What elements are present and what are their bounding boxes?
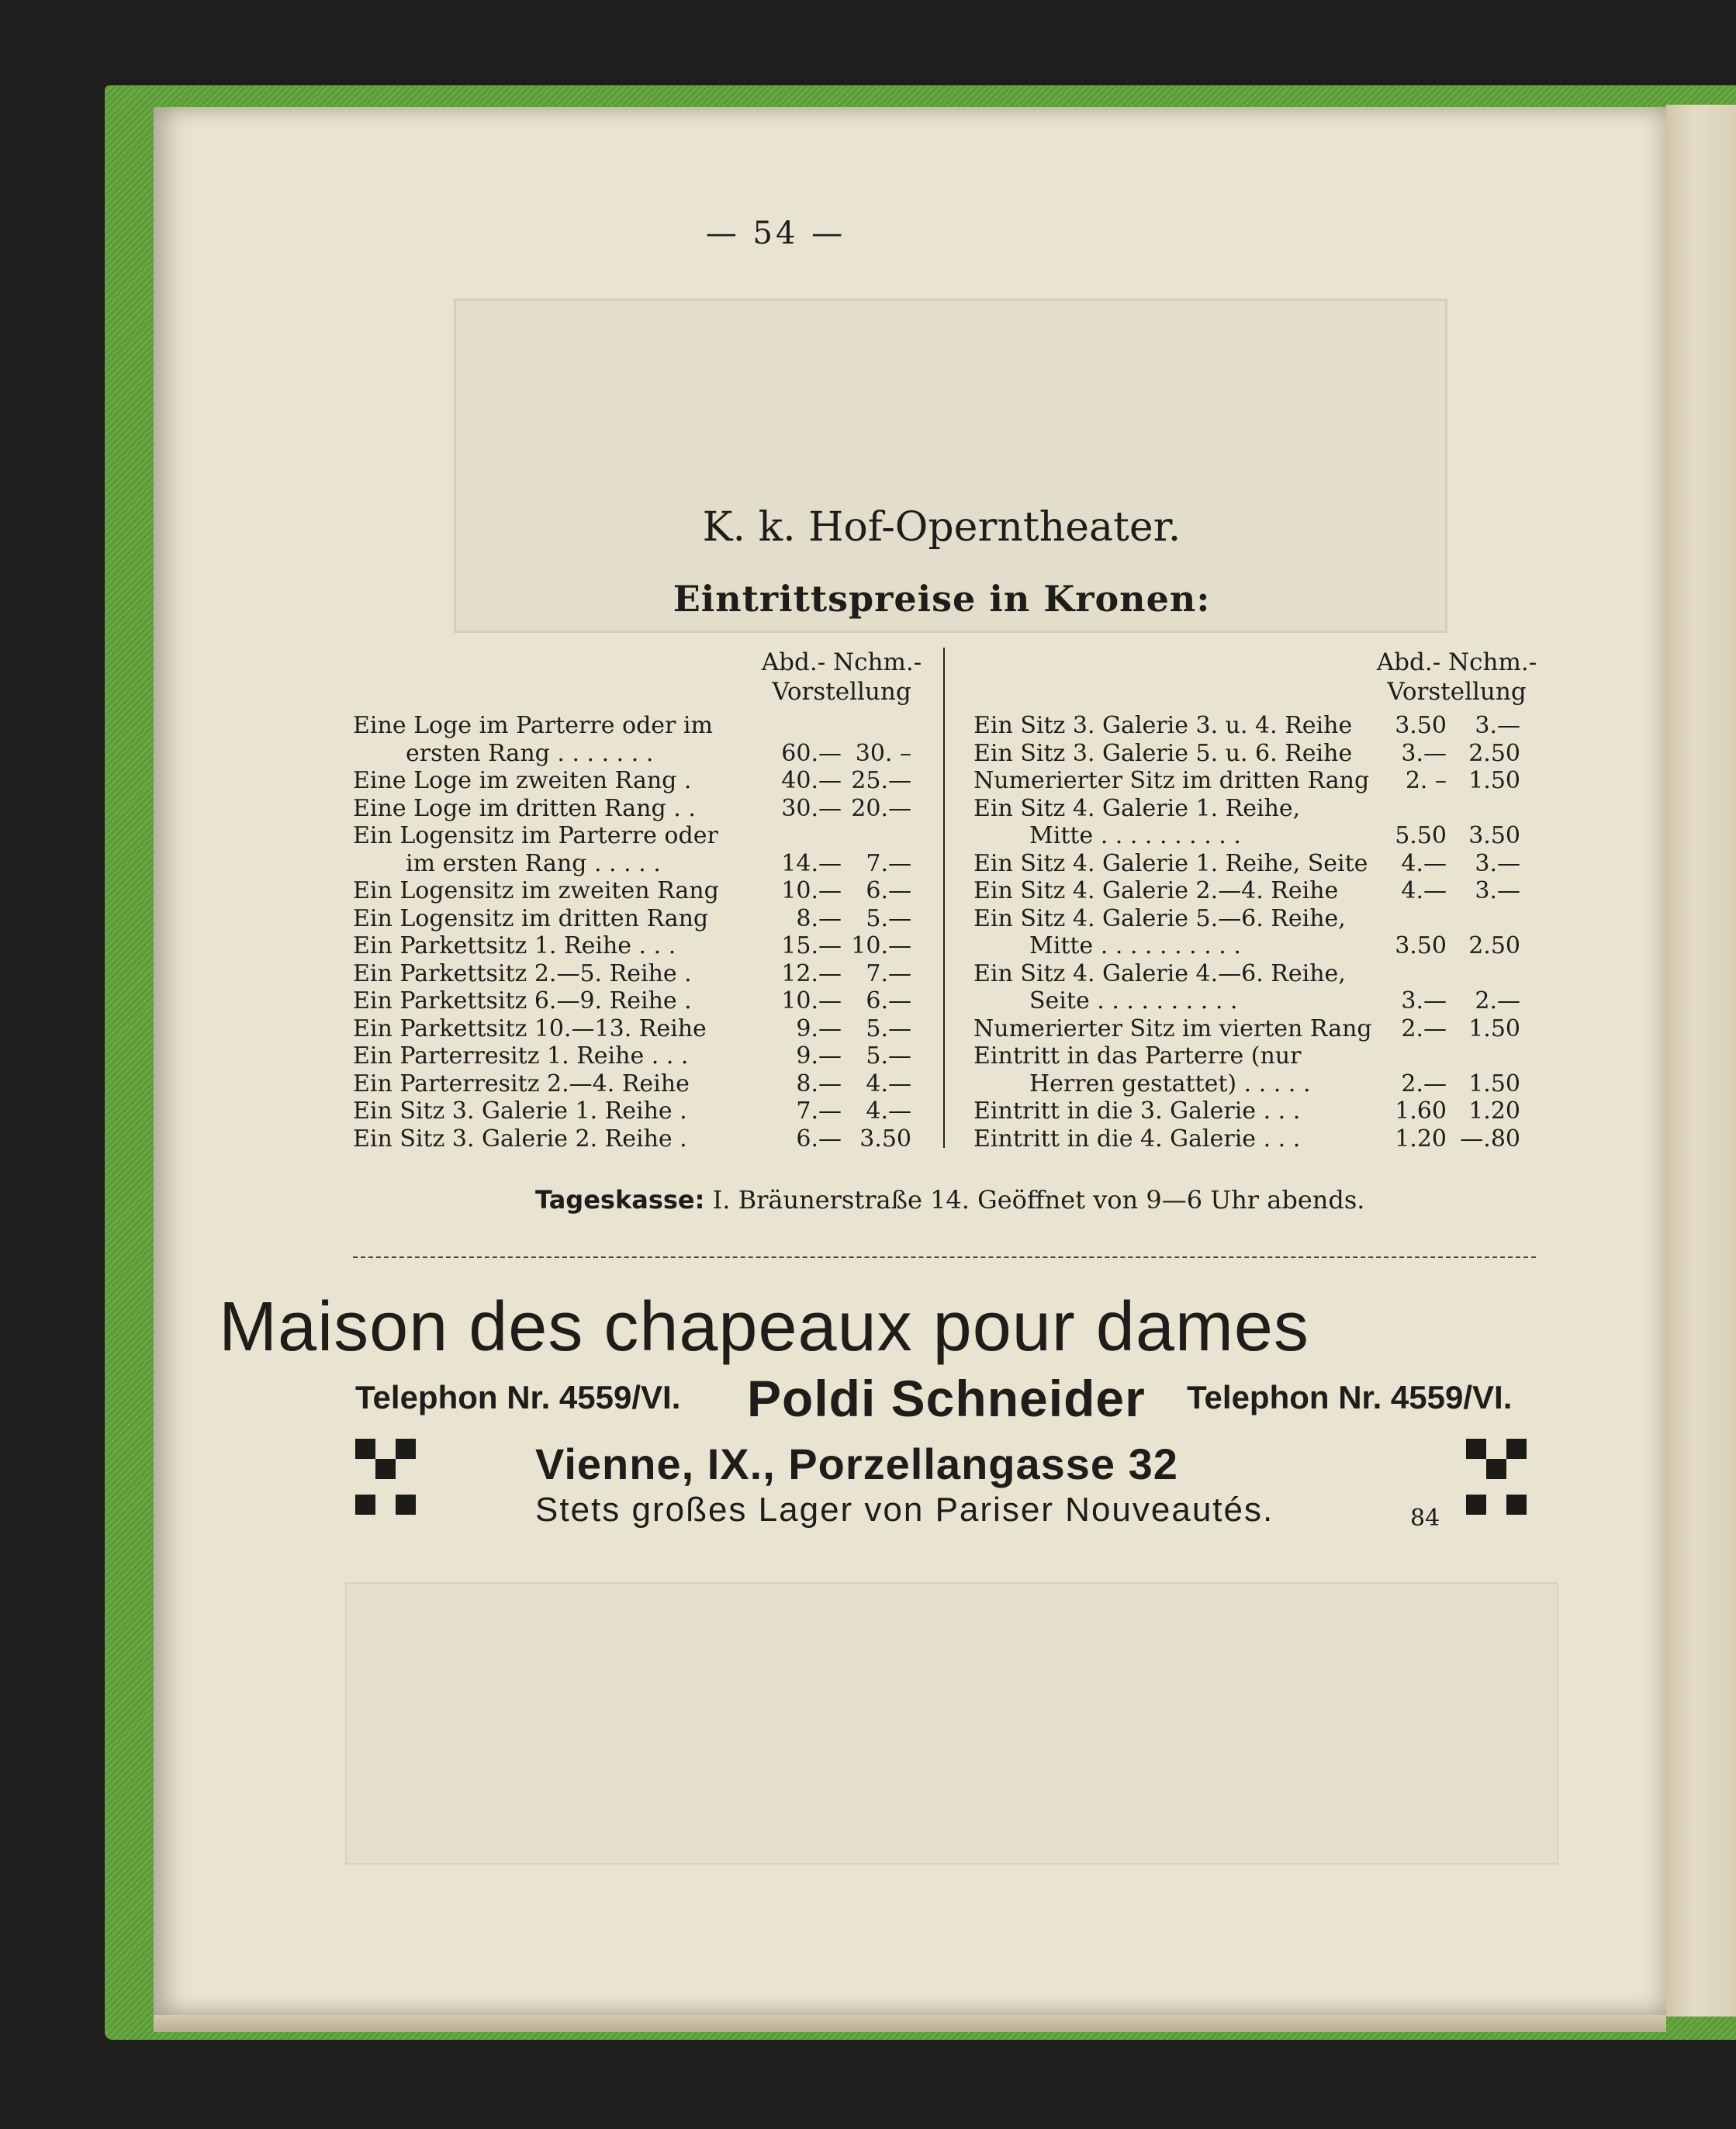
price-row bbox=[973, 822, 1563, 850]
seat-label: Ein Sitz 3. Galerie 2. Reihe . bbox=[353, 1125, 687, 1153]
price-row bbox=[353, 795, 942, 823]
evening-price: 60.— bbox=[781, 739, 842, 767]
box-office-line bbox=[535, 1185, 1364, 1215]
matinee-price: 7.— bbox=[866, 959, 911, 987]
price-row bbox=[973, 767, 1563, 795]
evening-price: 1.20 bbox=[1395, 1125, 1447, 1153]
seat-label: Ein Parkettsitz 1. Reihe . . . bbox=[353, 932, 676, 959]
ad-code: 84 bbox=[1410, 1505, 1440, 1532]
evening-price: 5.50 bbox=[1395, 822, 1447, 849]
seat-label: Herren gestattet) . . . . . bbox=[1029, 1070, 1311, 1097]
evening-price: 15.— bbox=[781, 932, 842, 959]
price-row bbox=[973, 932, 1563, 960]
price-row bbox=[973, 712, 1563, 740]
column-header-line2: Vorstellung bbox=[772, 678, 911, 706]
evening-price: 12.— bbox=[781, 959, 842, 987]
seat-label: Mitte . . . . . . . . . . bbox=[1029, 822, 1241, 849]
seat-label: Numerierter Sitz im vierten Rang bbox=[973, 1014, 1372, 1042]
seat-label: Ein Sitz 3. Galerie 1. Reihe . bbox=[353, 1097, 687, 1125]
price-row bbox=[353, 905, 942, 933]
facing-page-edge bbox=[1666, 105, 1736, 2017]
evening-price: 3.50 bbox=[1395, 712, 1447, 739]
price-row bbox=[973, 1097, 1563, 1125]
evening-price: 3.— bbox=[1401, 987, 1447, 1014]
evening-price: 7.— bbox=[796, 1097, 842, 1125]
seat-label: Ein Logensitz im dritten Rang bbox=[353, 904, 709, 932]
price-row bbox=[353, 712, 942, 740]
evening-price: 6.— bbox=[796, 1125, 842, 1153]
seat-label: Eine Loge im zweiten Rang . bbox=[353, 767, 692, 794]
evening-price: 30.— bbox=[781, 794, 842, 822]
evening-price: 2. – bbox=[1405, 767, 1447, 794]
page-number: — 54 — bbox=[705, 216, 846, 251]
evening-price: 8.— bbox=[796, 904, 842, 932]
seat-label: Eintritt in die 4. Galerie . . . bbox=[973, 1125, 1301, 1153]
seat-label: Ein Parterresitz 2.—4. Reihe bbox=[353, 1070, 690, 1097]
seat-label: Ein Logensitz im Parterre oder bbox=[353, 822, 718, 849]
bleed-through-ghost-lower bbox=[345, 1582, 1558, 1865]
seat-label: Mitte . . . . . . . . . . bbox=[1029, 932, 1241, 959]
price-row bbox=[973, 850, 1563, 878]
seat-label: Ein Parkettsitz 2.—5. Reihe . bbox=[353, 959, 692, 987]
price-row bbox=[353, 767, 942, 795]
seat-label: Ein Sitz 4. Galerie 5.—6. Reihe, bbox=[973, 904, 1346, 932]
evening-price: 9.— bbox=[796, 1014, 842, 1042]
seat-label: Numerierter Sitz im dritten Rang bbox=[973, 767, 1370, 794]
price-row bbox=[353, 1125, 942, 1153]
evening-price: 3.— bbox=[1401, 739, 1447, 767]
matinee-price: 30. – bbox=[855, 739, 911, 767]
checker-ornament-right bbox=[1466, 1439, 1559, 1524]
evening-price: 14.— bbox=[781, 849, 842, 877]
matinee-price: 25.— bbox=[851, 767, 911, 794]
evening-price: 40.— bbox=[781, 767, 842, 794]
seat-label: Eine Loge im dritten Rang . . bbox=[353, 794, 696, 822]
column-divider bbox=[943, 648, 945, 1148]
matinee-price: 10.— bbox=[851, 932, 911, 959]
price-row bbox=[973, 795, 1563, 823]
seat-label: Ein Parkettsitz 6.—9. Reihe . bbox=[353, 987, 692, 1014]
matinee-price: 3.— bbox=[1475, 712, 1520, 739]
matinee-price: 5.— bbox=[866, 1042, 911, 1070]
matinee-price: 2.50 bbox=[1468, 739, 1520, 767]
left-column-header bbox=[741, 648, 942, 707]
price-row bbox=[973, 1070, 1563, 1098]
price-row bbox=[353, 932, 942, 960]
column-header-line1: Abd.- Nchm.- bbox=[1376, 648, 1537, 676]
evening-price: 9.— bbox=[796, 1042, 842, 1070]
price-row bbox=[353, 740, 942, 768]
matinee-price: 4.— bbox=[866, 1070, 911, 1097]
ad-telephone-left: Telephon Nr. 4559/VI. bbox=[355, 1379, 681, 1415]
evening-price: 4.— bbox=[1401, 877, 1447, 904]
matinee-price: 1.50 bbox=[1468, 767, 1520, 794]
seat-label: Ein Parterresitz 1. Reihe . . . bbox=[353, 1042, 689, 1070]
price-row bbox=[973, 1042, 1563, 1070]
seat-label: Ein Sitz 4. Galerie 1. Reihe, Seite bbox=[973, 849, 1368, 877]
price-row bbox=[353, 822, 942, 850]
price-row bbox=[353, 1097, 942, 1125]
evening-price: 2.— bbox=[1401, 1070, 1447, 1097]
matinee-price: 20.— bbox=[851, 794, 911, 822]
price-row bbox=[973, 1125, 1563, 1153]
seat-label: Ein Sitz 4. Galerie 4.—6. Reihe, bbox=[973, 959, 1346, 987]
evening-price: 1.60 bbox=[1395, 1097, 1447, 1125]
seat-label: ersten Rang . . . . . . . bbox=[406, 739, 654, 767]
matinee-price: 3.— bbox=[1475, 877, 1520, 904]
price-row bbox=[353, 1015, 942, 1043]
seat-label: Eine Loge im Parterre oder im bbox=[353, 712, 713, 739]
seat-label: Seite . . . . . . . . . . bbox=[1029, 987, 1238, 1014]
column-header-line1: Abd.- Nchm.- bbox=[761, 648, 922, 676]
matinee-price: 6.— bbox=[866, 877, 911, 904]
ad-shop-name: Poldi Schneider bbox=[747, 1370, 1146, 1427]
price-row bbox=[353, 850, 942, 878]
matinee-price: 1.50 bbox=[1468, 1070, 1520, 1097]
matinee-price: 1.20 bbox=[1468, 1097, 1520, 1125]
price-row bbox=[973, 1015, 1563, 1043]
evening-price: 10.— bbox=[781, 877, 842, 904]
matinee-price: 4.— bbox=[866, 1097, 911, 1125]
matinee-price: 6.— bbox=[866, 987, 911, 1014]
price-row bbox=[353, 1070, 942, 1098]
seat-label: Ein Sitz 3. Galerie 5. u. 6. Reihe bbox=[973, 739, 1353, 767]
matinee-price: 5.— bbox=[866, 1014, 911, 1042]
price-subtitle: Eintrittspreise in Kronen: bbox=[673, 578, 1211, 620]
page-stack-edge bbox=[154, 2015, 1666, 2032]
matinee-price: 7.— bbox=[866, 849, 911, 877]
price-row bbox=[353, 960, 942, 988]
evening-price: 3.50 bbox=[1395, 932, 1447, 959]
box-office-label: Tageskasse: bbox=[535, 1185, 705, 1215]
matinee-price: 2.— bbox=[1475, 987, 1520, 1014]
price-row bbox=[353, 1042, 942, 1070]
price-row bbox=[973, 987, 1563, 1015]
matinee-price: —.80 bbox=[1460, 1125, 1520, 1153]
evening-price: 2.— bbox=[1401, 1014, 1447, 1042]
price-row bbox=[353, 987, 942, 1015]
seat-label: Ein Logensitz im zweiten Rang bbox=[353, 877, 719, 904]
ad-telephone-right: Telephon Nr. 4559/VI. bbox=[1187, 1379, 1513, 1415]
seat-label: Eintritt in das Parterre (nur bbox=[973, 1042, 1302, 1070]
price-row bbox=[973, 877, 1563, 905]
ad-headline: Maison des chapeaux pour dames bbox=[219, 1288, 1309, 1366]
evening-price: 4.— bbox=[1401, 849, 1447, 877]
evening-price: 8.— bbox=[796, 1070, 842, 1097]
seat-label: im ersten Rang . . . . . bbox=[406, 849, 661, 877]
ad-stock-line: Stets großes Lager von Pariser Nouveautés. bbox=[535, 1491, 1274, 1529]
price-row bbox=[973, 960, 1563, 988]
price-row bbox=[353, 877, 942, 905]
matinee-price: 2.50 bbox=[1468, 932, 1520, 959]
box-office-text: I. Bräunerstraße 14. Geöffnet von 9—6 Uhr abends. bbox=[712, 1185, 1365, 1215]
matinee-price: 3.50 bbox=[1468, 822, 1520, 849]
matinee-price: 1.50 bbox=[1468, 1014, 1520, 1042]
checker-ornament-left bbox=[355, 1439, 448, 1524]
ad-address: Vienne, IX., Porzellangasse 32 bbox=[535, 1439, 1178, 1488]
matinee-price: 3.— bbox=[1475, 849, 1520, 877]
separator-rule bbox=[353, 1256, 1536, 1258]
right-column-header bbox=[1356, 648, 1558, 707]
price-row bbox=[973, 905, 1563, 933]
evening-price: 10.— bbox=[781, 987, 842, 1014]
price-row bbox=[973, 740, 1563, 768]
matinee-price: 3.50 bbox=[859, 1125, 911, 1153]
seat-label: Ein Sitz 4. Galerie 1. Reihe, bbox=[973, 794, 1301, 822]
matinee-price: 5.— bbox=[866, 904, 911, 932]
seat-label: Ein Sitz 3. Galerie 3. u. 4. Reihe bbox=[973, 712, 1353, 739]
page-title: K. k. Hof-Operntheater. bbox=[702, 504, 1181, 551]
seat-label: Ein Sitz 4. Galerie 2.—4. Reihe bbox=[973, 877, 1339, 904]
seat-label: Eintritt in die 3. Galerie . . . bbox=[973, 1097, 1301, 1125]
seat-label: Ein Parkettsitz 10.—13. Reihe bbox=[353, 1014, 707, 1042]
column-header-line2: Vorstellung bbox=[1387, 678, 1527, 706]
